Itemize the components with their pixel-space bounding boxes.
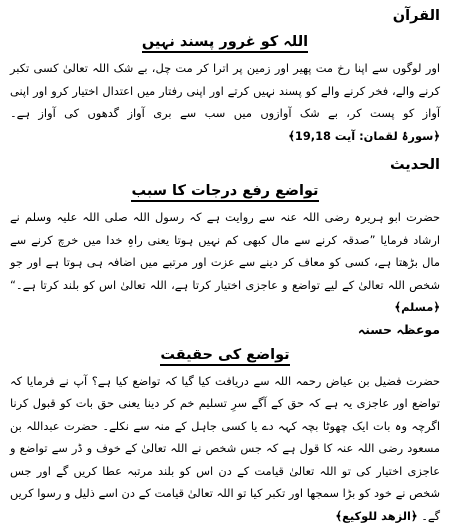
mauiza-text: حضرت فضیل بن عیاض رحمہ اللہ سے دریافت کیا گیا کہ تواضع کیا ہے؟ آپ نے فرمایا کہ تواضع اور عاجزی یہ ہے کہ حق کے آگے سرِ تسلیم خم کر دینا یعنی حق بات کو قبول کرنا اگرچہ وہ بات ایک چھوٹا بچہ کہہ دے یا کسی جاہل کے منہ سے نکلے۔ حضرت عبداللہ بن مسعود رضی اللہ عنہ کا قول ہے کہ جس شخص نے اللہ تعالیٰ کے خوف و ڈر سے تواضع و عاجزی اختیار کی تو اللہ تعالیٰ قیامت کے دن اس کو بلند مرتبہ عطا کریں گے اور جس شخص نے خود کو بڑا سمجھا اور تکبر کیا تو اللہ تعالیٰ قیامت کے دن اسے ذلیل و رسوا کریں گے۔ <box>10 374 440 523</box>
quran-title-text: اللہ کو غرور پسند نہیں <box>142 34 308 53</box>
quran-reference: ﴿سورۂ لقمان: آیت 19,18﴾ <box>288 129 440 143</box>
hadith-text: حضرت ابو ہریرہ رضی اللہ عنہ سے روایت ہے کہ رسول اللہ صلی اللہ علیہ وسلم نے ارشاد فرمایا ”صدقہ کرنے سے مال کبھی کم نہیں ہوتا یعنی راہِ خدا میں خرچ کرنے سے مال بڑھتا ہے، کسی کو معاف کر دینے سے عزت اور مرتبے میں اضافہ ہی ہوتا ہے اور جو شخص اللہ تعالیٰ کے لیے تواضع و عاجزی اختیار کرتا ہے، اللہ تعالیٰ اس کو بلند کرتا ہے۔“ <box>10 210 440 292</box>
quran-title <box>10 29 440 55</box>
mauiza-paragraph <box>10 370 440 527</box>
mauiza-reference: ﴿الزھد للوکیع﴾ <box>335 509 417 523</box>
hadith-title-text: تواضع رفع درجات کا سبب <box>131 183 318 202</box>
hadith-title <box>10 178 440 204</box>
hadith-paragraph <box>10 206 440 319</box>
quran-heading: القرآن <box>10 4 440 28</box>
hadith-heading: الحدیث <box>10 153 440 177</box>
mauiza-title <box>10 342 440 368</box>
quran-text: اور لوگوں سے اپنا رخ مت پھیر اور زمین پر اترا کر مت چل، بے شک اللہ تعالیٰ کسی تکبر کرنے والے، فخر کرنے والے کو پسند نہیں کرتے اور اپنی رفتار میں اعتدال اختیار کرو اور اپنی آواز کو پست کر، بے شک آوازوں میں سب سے بری آواز گدھوں کی آواز ہے۔ <box>10 61 440 120</box>
mauiza-heading: موعظہ حسنہ <box>10 319 440 341</box>
hadith-reference: ﴿مسلم﴾ <box>394 300 440 314</box>
quran-paragraph <box>10 57 440 147</box>
mauiza-title-text: تواضع کی حقیقت <box>160 347 289 366</box>
